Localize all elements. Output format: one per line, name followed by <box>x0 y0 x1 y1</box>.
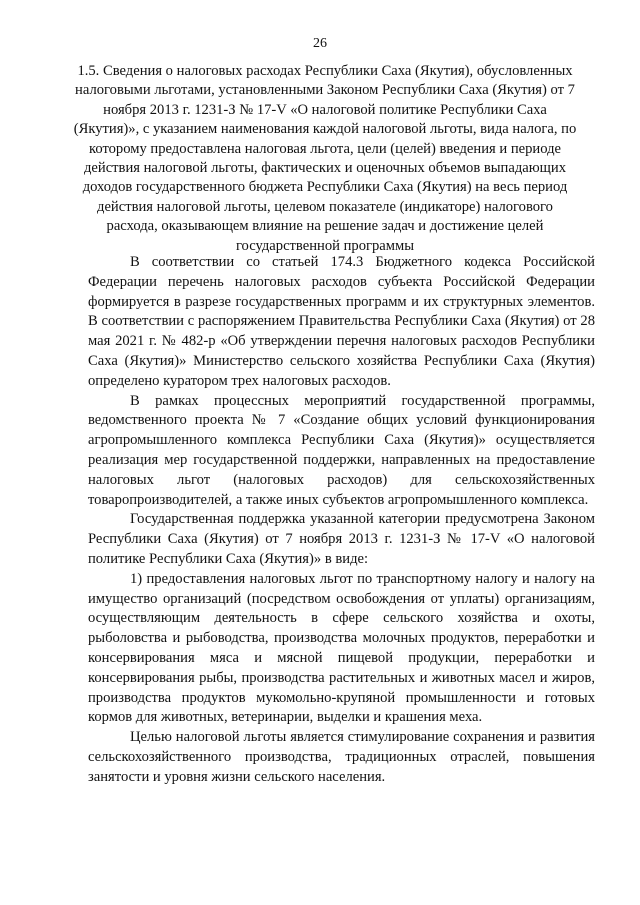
section-heading: 1.5. Сведения о налоговых расходах Республики Саха (Якутия), обусловленных налоговыми льготами, установленными Законом Республики Саха (Якутия) от 7 ноября 2013 г. 1231-З № 17-V «О налоговой политике Республики Саха (Якутия)», с указанием наименования каждой налоговой льготы, вида налога, по которому предоставлена налоговая льгота, цели (целей) введения и периоде действия налоговой льготы, фактических и оценочных объемов выпадающих доходов государственного бюджета Республики Саха (Якутия) на весь период действия налоговой льготы, целевом показателе (индикаторе) налогового расхода, оказывающем влияние на решение задач и достижение целей государственной программы <box>73 63 577 254</box>
paragraph-legal-basis: В соответствии со статьей 174.3 Бюджетного кодекса Российской Федерации перечень налоговых расходов субъекта Российской Федерации формируется в разрезе государственных программ и их структурных элементов. В соответствии с распоряжением Правительства Республики Саха (Якутия) от 28 мая 2021 г. № 482-р «Об утверждении перечня налоговых расходов Республики Саха (Якутия)» Министерство сельского хозяйства Республики Саха (Якутия) определено куратором трех налоговых расходов. <box>88 254 595 389</box>
body-text <box>88 253 595 788</box>
paragraph-tax-benefits-list: 1) предоставления налоговых льгот по транспортному налогу и налогу на имущество организаций (посредством освобождения от уплаты) организациям, осуществляющим деятельность в сфере сельского хозяйства и охоты, рыболовства и рыбоводства, производства молочных продуктов, переработки и консервирования мяса и мясной пищевой продукции, переработки и консервирования рыбы, производства растительных и животных масел и жиров, производства продуктов мукомольно-крупяной промышленности и готовых кормов для животных, ветеринарии, выделки и крашения меха. <box>88 570 595 726</box>
paragraph-benefit-goal: Целью налоговой льготы является стимулирование сохранения и развития сельскохозяйственного производства, традиционных отраслей, повышения занятости и уровня жизни сельского населения. <box>88 729 595 785</box>
page-number: 26 <box>313 36 327 51</box>
paragraph-support-measures: В рамках процессных мероприятий государственной программы, ведомственного проекта № 7 «Создание общих условий функционирования агропромышленного комплекса Республики Саха (Якутия)» осуществляется реализация мер государственной поддержки, направленных на предоставление налоговых льгот (налоговых расходов) для сельскохозяйственных товаропроизводителей, а также иных субъектов агропромышленного комплекса. <box>88 392 595 508</box>
paragraph-support-form: Государственная поддержка указанной категории предусмотрена Законом Республики Саха (Якутия) от 7 ноября 2013 г. 1231-З № 17-V «О налоговой политике Республики Саха (Якутия)» в виде: <box>88 511 595 567</box>
